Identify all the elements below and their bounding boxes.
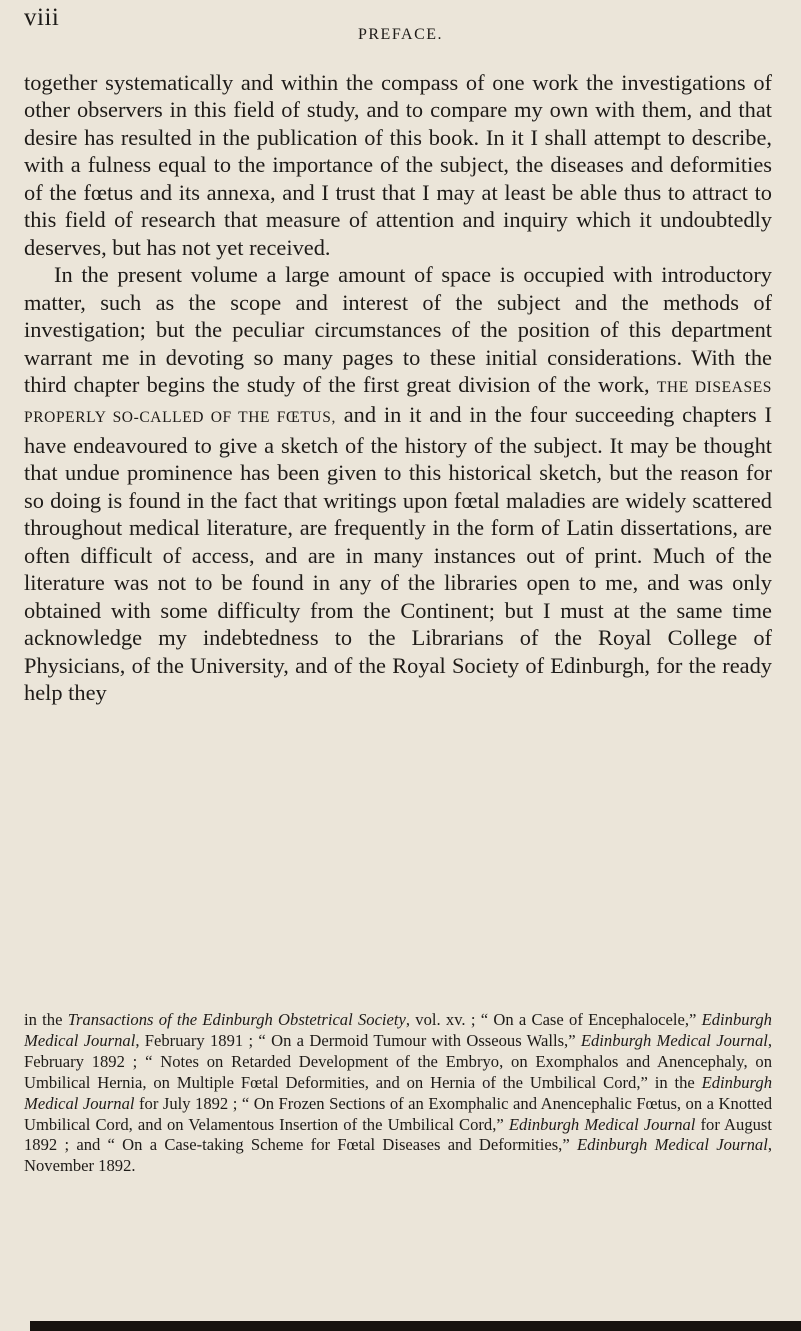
footnote-journal-title: Edinburgh Medical Journal [580,1030,768,1050]
footnote-journal-title: Edinburgh Medical Journal [508,1114,696,1134]
footnote-segment: for August 1892 ; and “ On a Case-taking Scheme for Fœtal Diseases and Deformities,” [24,1114,773,1155]
running-title: PREFACE. [357,26,444,43]
footnote-segment: , vol. xv. ; “ On a Case of Encephalocele,” [405,1010,702,1029]
footnote-journal-title: Transactions of the Edinburgh Obstetrical Society [67,1010,406,1029]
footnote-segment: , February 1892 ; “ Notes on Retarded Development of the Embryo, on Exomphalos and Anencephaly, on Umbilical Hernia, on Multiple Fœtal Deformities, and on Hernia of the Umbilical Cord,” in the [24,1030,773,1092]
footnote-segment: for July 1892 ; “ On Frozen Sections of an Exomphalic and Anencephalic Fœtus, on a Knotted Umbilical Cord, and on Velamentous Insertion of the Umbilical Cord,” [24,1093,772,1134]
division-title-smallcaps: THE DISEASES PROPERLY SO-CALLED OF THE FŒTUS, [24,378,772,427]
footnote [24,1010,772,1177]
footnote-segment: , November 1892. [24,1135,772,1176]
page-header [24,4,777,46]
paragraph-1: together systematically and within the compass of one work the investigations of other observers in this field of study, and to compare my own with them, and that desire has resulted in the publication of this book. In it I shall attempt to describe, with a fulness equal to the importance of the subject, the diseases and deformities of the fœtus and its annexa, and I trust that I may at least be able thus to attract to this field of research that measure of attention and inquiry which it undoubtedly deserves, but has not yet received. [24,70,772,260]
footnote-journal-title: Edinburgh Medical Journal [576,1135,768,1155]
body-text [24,69,772,706]
footnote-journal-title: Edinburgh Medical Journal [24,1010,772,1050]
page-number: viii [24,4,60,31]
paragraph-2-text-after: and in it and in the four succeeding chapters I have endeavoured to give a sketch of the history of the subject. It may be thought that undue prominence has been given to this historical sketch, but the reason for so doing is found in the fact that writings upon fœtal maladies are widely scattered throughout medical literature, are frequently in the form of Latin dissertations, are often difficult of access, and are in many instances out of print. Much of the literature was not to be found in any of the libraries open to me, and was only obtained with some difficulty from the Continent; but I must at the same time acknowledge my indebtedness to the Librarians of the Royal College of Physicians, of the University, and of the Royal Society of Edinburgh, for the ready help they [24,402,772,705]
paragraph-2 [24,261,772,706]
footnote-segment: , February 1891 ; “ On a Dermoid Tumour with Osseous Walls,” [135,1030,581,1050]
paragraph-2-text-before: In the present volume a large amount of space is occupied with introductory matter, such as the scope and interest of the subject and the methods of investigation; but the peculiar circumstances of the position of this department warrant me in devoting so many pages to these initial considerations. With the third chapter begins the study of the first great division of the work, [24,262,772,397]
footnote-text [24,1010,772,1177]
footnote-segment: in the [24,1010,68,1029]
footnote-journal-title: Edinburgh Medical Journal [24,1072,772,1113]
scan-edge-band [30,1321,801,1331]
